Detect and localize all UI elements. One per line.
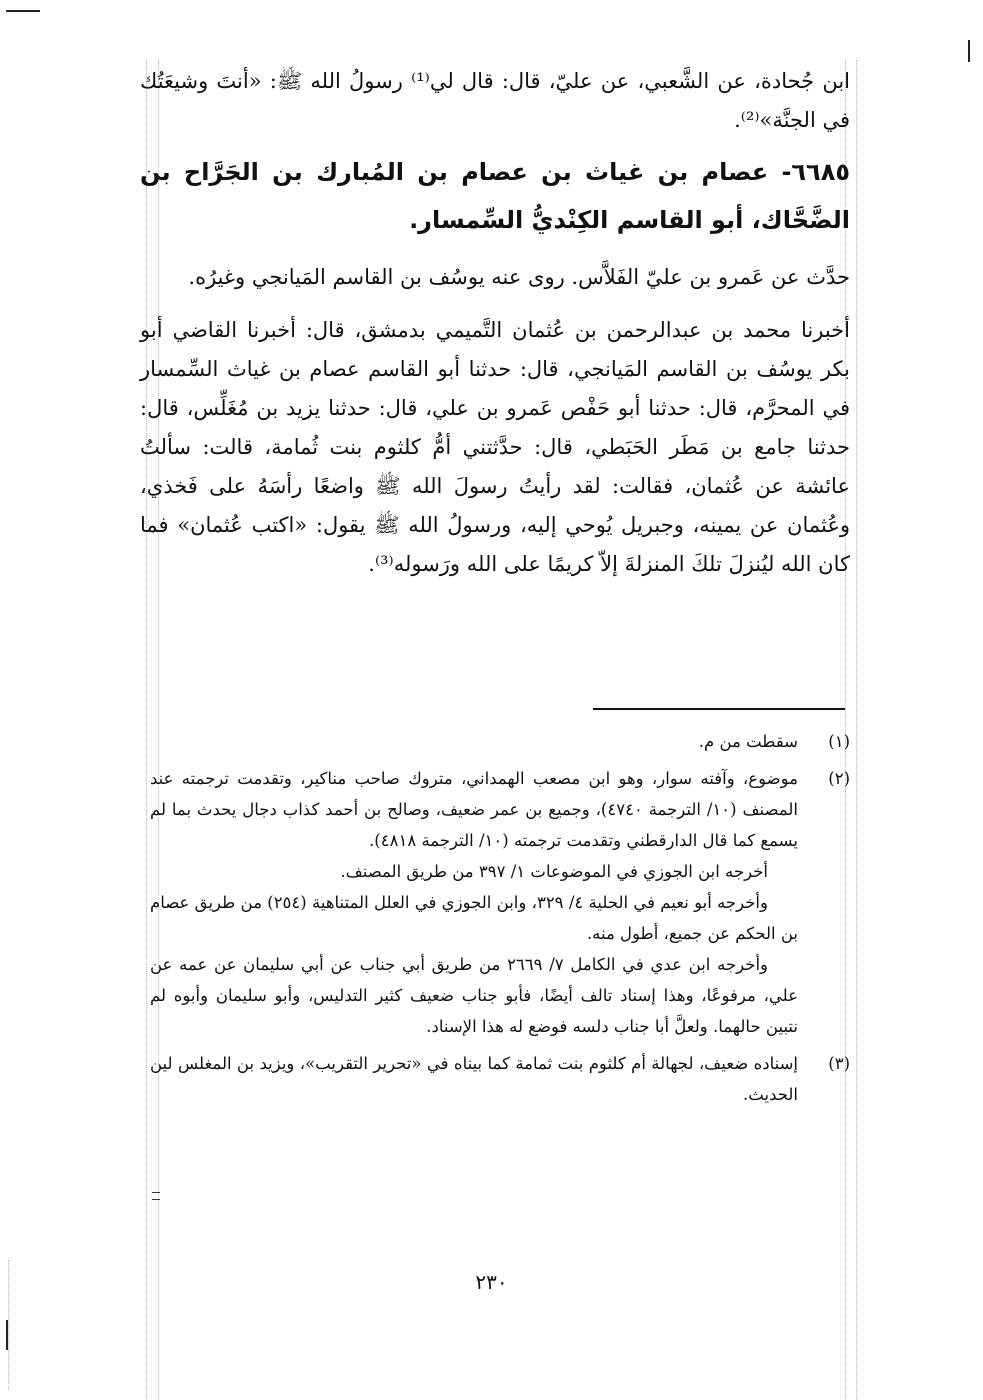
continued-paragraph: ابن جُحادة، عن الشَّعبي، عن عليّ، قال: قال لي⁽¹⁾ رسولُ الله ﷺ: «أنتَ وشيعَتُك في الجنَّة»⁽²⁾. — [140, 69, 850, 132]
footnote-body — [150, 1048, 798, 1110]
footnote — [150, 726, 850, 757]
page-number: ٢٣٠ — [475, 1270, 508, 1294]
footnote-number: (١) — [828, 732, 850, 751]
footnote-line: وأخرجه ابن عدي في الكامل ٧/ ٢٦٦٩ من طريق أبي جناب عن أبي سليمان عن عمه عن علي، مرفوعًا، وهذا إسناد تالف أيضًا، فأبو جناب ضعيف كثير التدليس، وأبو سليمان وأبوه لم نتبين حالهما. ولعلَّ أبا جناب دلسه فوضع له هذا الإسناد. — [150, 955, 798, 1036]
footnote-separator — [593, 708, 845, 710]
footnote-line: وأخرجه أبو نعيم في الحلية ٤/ ٣٢٩، وابن الجوزي في العلل المتناهية (٢٥٤) من طريق عصام بن الحكم عن جميع، أطول منه. — [150, 893, 798, 943]
body-paragraph: أخبرنا محمد بن عبدالرحمن بن عُثمان التَّميمي بدمشق، قال: أخبرنا القاضي أبو بكر يوسُف بن القاسم المَيانجي، قال: حدثنا أبو القاسم عصام بن غياث السِّمسار في المحرَّم، قال: حدثنا أبو حَفْص عَمرو بن علي، قال: حدثنا يزيد بن مُغَلِّس، قال: حدثنا جامع بن مَطَر الحَبَطي، قال: حدَّثتني أمُّ كلثوم بنت ثُمامة، قالت: سألتُ عائشة عن عُثمان، فقالت: لقد رأيتُ رسولَ الله ﷺ واضعًا رأسَهُ على فَخذي، وعُثمان عن يمينه، وجبريل يُوحي إليه، ورسولُ الله ﷺ يقول: «اكتب عُثمان» فما كان الله ليُنزلَ تلكَ المنزلةَ إلاّ كريمًا على الله ورَسوله⁽³⁾. — [140, 318, 850, 576]
footnote — [150, 763, 850, 1042]
footnote-line: موضوع، وآفته سوار، وهو ابن مصعب الهمداني، متروك صاحب مناكير، وتقدمت ترجمته عند المصنف (١٠/ الترجمة ٤٧٤٠)، وجميع بن عمر ضعيف، وصالح بن أحمد كذاب دجال يحدث بما لم يسمع كما قال الدارقطني وتقدمت ترجمته (١٠/ الترجمة ٤٨١٨). — [150, 769, 798, 850]
main-text — [140, 62, 850, 584]
footnote-line: سقطت من م. — [698, 732, 798, 751]
scan-edge-mark — [968, 40, 970, 62]
scan-mark — [152, 1192, 160, 1200]
footnote-body — [150, 726, 798, 757]
body-paragraph: حدَّث عن عَمرو بن عليّ الفَلاَّس. روى عنه يوسُف بن القاسم المَيانجي وغيرُه. — [188, 265, 850, 289]
footnotes — [150, 726, 850, 1110]
footnote-number: (٣) — [828, 1054, 850, 1073]
scan-guide-dots — [856, 60, 857, 1400]
footnote-line: أخرجه ابن الجوزي في الموضوعات ١/ ٣٩٧ من طريق المصنف. — [340, 862, 768, 881]
scan-edge-mark — [6, 10, 40, 12]
footnote-number: (٢) — [828, 769, 850, 788]
footnote-line: إسناده ضعيف، لجهالة أم كلثوم بنت ثمامة كما بيناه في «تحرير التقريب»، ويزيد بن المغلس لين الحديث. — [150, 1054, 798, 1104]
footnote-body — [150, 763, 798, 1042]
footnote — [150, 1048, 850, 1110]
entry-heading: ٦٦٨٥- عصام بن غياث بن عصام بن المُبارك بن الجَرَّاح بن الضَّحَّاك، أبو القاسم الكِنْديُّ السِّمسار. — [140, 158, 850, 234]
